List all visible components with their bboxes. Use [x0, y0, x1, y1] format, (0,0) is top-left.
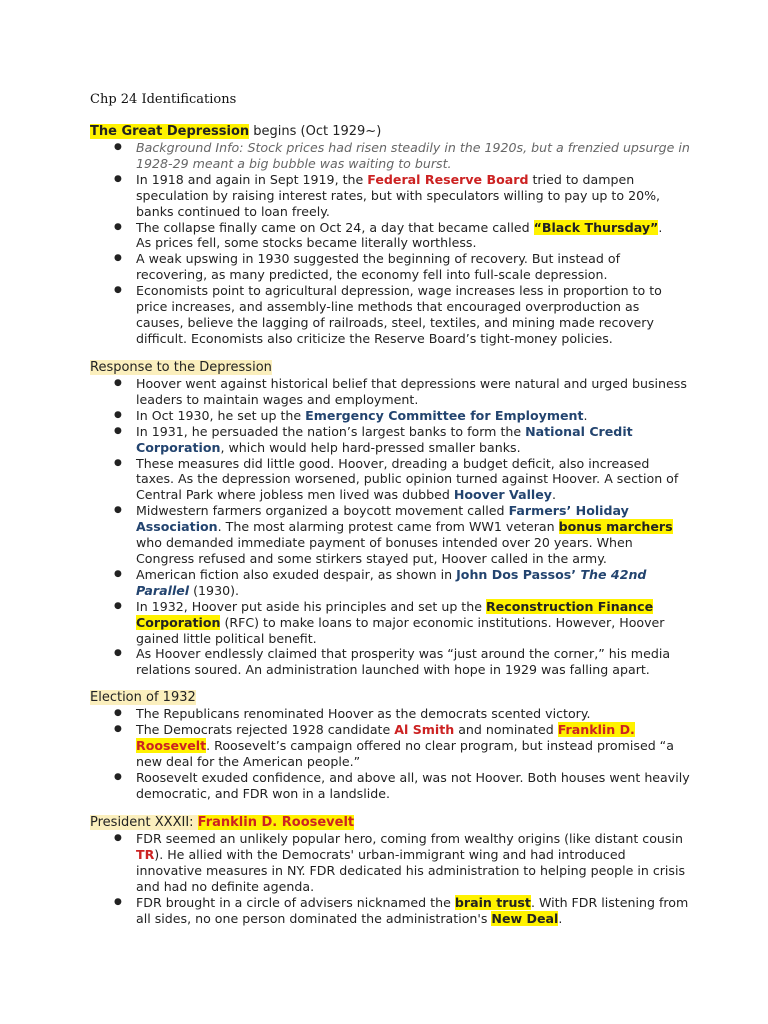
list-item [90, 599, 690, 647]
item-text: In 1918 and again in Sept 1919, the [136, 171, 368, 187]
term-tr: TR [136, 846, 155, 862]
bullet-list [90, 706, 690, 801]
item-text: The Democrats rejected 1928 candidate [136, 721, 395, 737]
item-text: A weak upswing in 1930 suggested the beginning of recovery. But instead of recovering, as many predicted, the economy fell into full-scale depression. [136, 251, 621, 283]
term-bonus-marchers: bonus marchers [558, 519, 673, 535]
item-text: American fiction also exuded despair, as shown in [136, 566, 457, 582]
heading-term-great-depression: The Great Depression [90, 124, 250, 139]
item-text: tried to dampen speculation by raising interest rates, but with speculators willing to pay up to 20%, banks continued to loan freely. [136, 171, 661, 219]
item-text: (1930). [189, 582, 240, 598]
item-text: . [558, 910, 563, 926]
list-item [90, 376, 690, 408]
list-item [90, 456, 690, 504]
item-text: Roosevelt exuded confidence, and above all, was not Hoover. Both houses went heavily democratic, and FDR won in a landslide. [136, 769, 690, 801]
list-item [90, 722, 690, 770]
list-item [90, 706, 690, 722]
list-item [90, 408, 690, 424]
section-heading [90, 690, 690, 706]
term-reconstruction-finance-corporation: Reconstruction Finance Corporation [136, 598, 654, 630]
list-item [90, 895, 690, 927]
item-text: In Oct 1930, he set up the [136, 407, 306, 423]
term-al-smith: Al Smith [394, 721, 455, 737]
term-emergency-committee: Emergency Committee for Employment [305, 407, 584, 423]
list-item [90, 770, 690, 802]
section-president-fdr [90, 815, 690, 926]
item-text: . The most alarming protest came from WW1 veteran [217, 519, 559, 535]
item-text: In 1931, he persuaded the nation’s largest banks to form the [136, 423, 526, 439]
term-john-dos-passos: John Dos Passos’ [456, 566, 581, 582]
section-great-depression [90, 124, 690, 347]
list-item [90, 251, 690, 283]
list-item [90, 503, 690, 567]
item-text: The collapse finally came on Oct 24, a day that became called [136, 219, 534, 235]
term-farmers-holiday-association: Farmers’ Holiday Association [136, 503, 629, 535]
item-text: As Hoover endlessly claimed that prosperity was “just around the corner,” his media relations soured. An administration launched with hope in 1929 was falling apart. [136, 646, 671, 678]
list-item [90, 567, 690, 599]
item-text: , which would help hard-pressed smaller banks. [220, 439, 521, 455]
list-item [90, 172, 690, 220]
item-text: The Republicans renominated Hoover as the democrats scented victory. [136, 706, 591, 721]
item-text: In 1932, Hoover put aside his principles and set up the [136, 598, 486, 614]
list-item [90, 220, 690, 252]
item-text: Economists point to agricultural depression, wage increases less in proportion to to price increases, and assembly-line methods that encouraged overproduction as causes, believe the lagging of railroads, steel, textiles, and mining made recovery difficult. Economists also criticize the Reserve Board’s tight-money policies. [136, 283, 662, 346]
bullet-list [90, 831, 690, 926]
heading-rest: begins (Oct 1929~) [249, 124, 382, 139]
item-text: . Roosevelt’s campaign offered no clear program, but instead promised “a new deal for the American people.” [136, 737, 674, 769]
term-42nd-parallel: The 42nd Parallel [136, 566, 647, 598]
item-text: These measures did little good. Hoover, dreading a budget deficit, also increased taxes. As the depression worsened, public opinion turned against Hoover. A section of Central Park where jobless men lived was dubbed [136, 455, 679, 503]
list-item [90, 283, 690, 347]
section-election-1932 [90, 690, 690, 801]
term-new-deal: New Deal [491, 910, 559, 926]
item-text: Hoover went against historical belief that depressions were natural and urged business leaders to maintain wages and employment. [136, 376, 687, 407]
heading-president-prefix: President XXXII: [90, 815, 198, 830]
heading-election: Election of 1932 [90, 690, 196, 705]
heading-term-fdr: Franklin D. Roosevelt [197, 815, 355, 830]
item-text: . As prices fell, some stocks became literally worthless. [136, 219, 663, 251]
list-item [90, 424, 690, 456]
item-text: . [583, 407, 588, 423]
term-franklin-roosevelt: Franklin D. Roosevelt [136, 721, 635, 753]
item-text: who demanded immediate payment of bonuses intended over 20 years. When Congress refused and some stirkers stayed put, Hoover called in the army. [136, 535, 633, 566]
item-text: and nominated [454, 721, 558, 737]
term-national-credit-corporation: National Credit Corporation [136, 423, 633, 455]
document-title: Chp 24 Identifications [90, 92, 237, 107]
item-text: . [551, 487, 556, 503]
bullet-list [90, 140, 690, 347]
list-item [90, 140, 690, 172]
term-black-thursday: “Black Thursday” [533, 219, 659, 235]
bullet-list [90, 376, 690, 678]
term-hoover-valley: Hoover Valley [453, 487, 552, 503]
term-federal-reserve-board: Federal Reserve Board [367, 171, 529, 187]
item-text: . With FDR listening from all sides, no one person dominated the administration's [136, 894, 689, 926]
item-text: (RFC) to make loans to major economic institutions. However, Hoover gained little political benefit. [136, 614, 665, 646]
background-info-text: Background Info: Stock prices had risen steadily in the 1920s, but a frenzied upsurge in 1928-29 meant a big bubble was waiting to burst. [136, 140, 690, 171]
item-text: Midwestern farmers organized a boycott movement called [136, 503, 509, 519]
section-heading [90, 815, 690, 831]
heading-response: Response to the Depression [90, 360, 272, 375]
item-text: FDR seemed an unlikely popular hero, coming from wealthy origins (like distant cousin [136, 831, 683, 846]
term-brain-trust: brain trust [454, 894, 531, 910]
item-text: ). He allied with the Democrats' urban-immigrant wing and had introduced innovative measures in NY. FDR dedicated his administration to helping people in crisis and had no definite agenda. [136, 846, 686, 894]
section-heading [90, 360, 690, 376]
section-heading [90, 124, 690, 140]
section-response-to-depression [90, 360, 690, 678]
item-text: FDR brought in a circle of advisers nicknamed the [136, 894, 455, 910]
list-item [90, 831, 690, 895]
list-item [90, 646, 690, 678]
